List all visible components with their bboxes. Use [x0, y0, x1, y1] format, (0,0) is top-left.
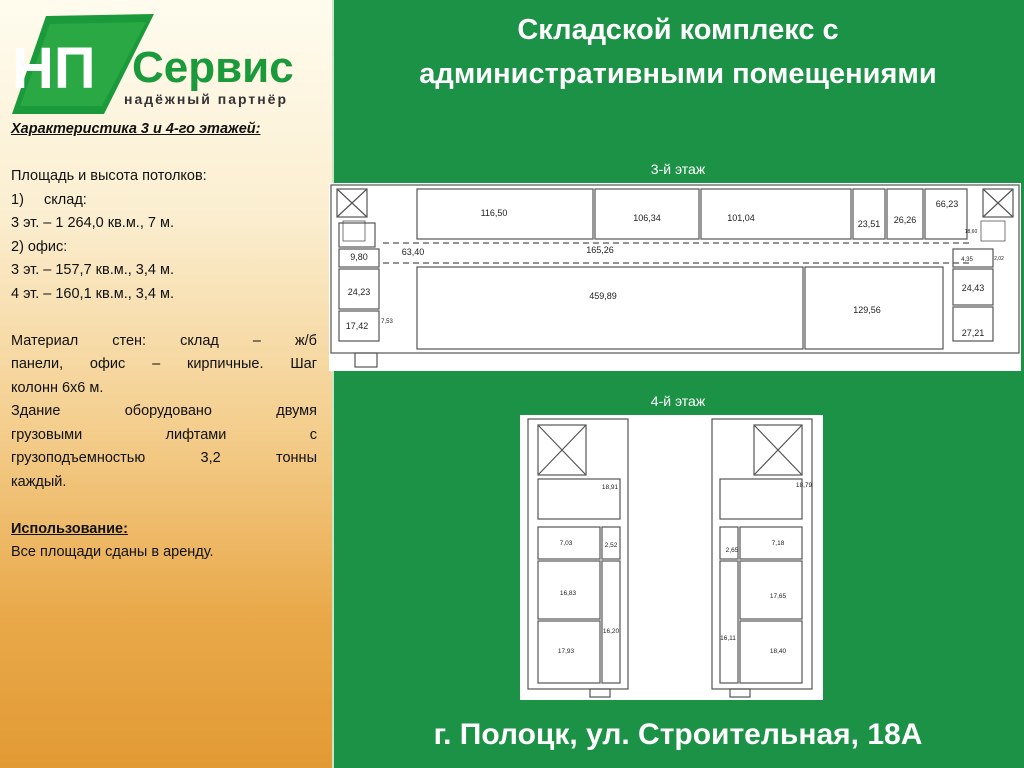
company-logo: [6, 10, 328, 118]
warehouse-label: 1) склад:: [11, 191, 87, 208]
room-label: 16,11: [720, 635, 736, 642]
spec-heading: Характеристика 3 и 4-го этажей:: [11, 121, 261, 137]
usage-text: Все площади сданы в аренду.: [11, 544, 214, 560]
building-line: Здание оборудовано двумя: [11, 403, 317, 419]
title-line: административными помещениями: [419, 58, 937, 90]
room-label: 17,65: [769, 593, 787, 600]
floor3-label: 3-й этаж: [650, 161, 706, 177]
room-label: 9,80: [350, 252, 368, 262]
address: г. Полоцк, ул. Строительная, 18А: [433, 718, 923, 751]
room-label: 459,89: [589, 291, 617, 301]
logo-tagline: надёжный партнёр: [124, 91, 289, 107]
room-label: 2,52: [604, 542, 618, 549]
room-label: 16,83: [559, 590, 577, 597]
left-panel: [0, 0, 332, 768]
office-label: 2) офис:: [11, 238, 68, 255]
room-label: 7,03: [559, 540, 573, 547]
logo-brand-name: Сервис: [132, 43, 294, 92]
building-line: грузовыми лифтами с: [11, 426, 317, 443]
room-label: 18,91: [601, 484, 619, 491]
building-line: грузоподъемностью 3,2 тонны: [11, 450, 317, 466]
room-label: 23,51: [857, 219, 881, 229]
logo-letters: НП: [12, 36, 96, 101]
building-line: каждый.: [11, 473, 67, 490]
room-label: 27,21: [961, 328, 985, 338]
room-label: 63,40: [401, 247, 425, 257]
walls-line: Материал стен: склад – ж/б: [11, 332, 317, 349]
floor3-plan: [329, 183, 1021, 371]
title-line: Складской комплекс с: [517, 14, 839, 46]
room-label: 24,23: [347, 287, 371, 297]
room-label: 16,20: [602, 628, 620, 635]
floor4-plan: [520, 415, 823, 700]
room-label: 66,23: [935, 199, 959, 209]
room-label: 26,26: [893, 215, 917, 225]
room-label: 165,26: [586, 245, 614, 255]
room-label: 18,40: [769, 648, 787, 655]
room-label: 2,02: [994, 256, 1004, 262]
room-label: 116,50: [480, 208, 508, 218]
room-label: 18,79: [795, 482, 813, 489]
room-label: 17,93: [557, 648, 575, 655]
room-label: 18,60: [964, 229, 978, 235]
room-label: 129,56: [853, 305, 881, 315]
room-label: 24,43: [961, 283, 985, 293]
page-title: [342, 8, 1014, 96]
room-label: 17,42: [345, 321, 369, 331]
area-title: Площадь и высота потолков:: [11, 168, 207, 184]
room-label: 101,04: [727, 213, 755, 223]
walls-line: колонн 6х6 м.: [11, 379, 104, 396]
room-label: 2,65: [725, 547, 739, 554]
room-label: 7,18: [771, 540, 785, 547]
room-label: 7,53: [381, 319, 393, 325]
warehouse-floor3: 3 эт. – 1 264,0 кв.м., 7 м.: [11, 215, 174, 231]
walls-line: панели, офис – кирпичные. Шаг: [11, 356, 317, 372]
room-label: 4,35: [961, 257, 973, 263]
office-floor3: 3 эт. – 157,7 кв.м., 3,4 м.: [11, 262, 174, 278]
floor4-label: 4-й этаж: [650, 393, 706, 409]
room-label: 106,34: [633, 213, 661, 223]
usage-heading: Использование:: [11, 520, 128, 537]
specifications-text: [11, 118, 317, 565]
office-floor4: 4 эт. – 160,1 кв.м., 3,4 м.: [11, 285, 174, 302]
